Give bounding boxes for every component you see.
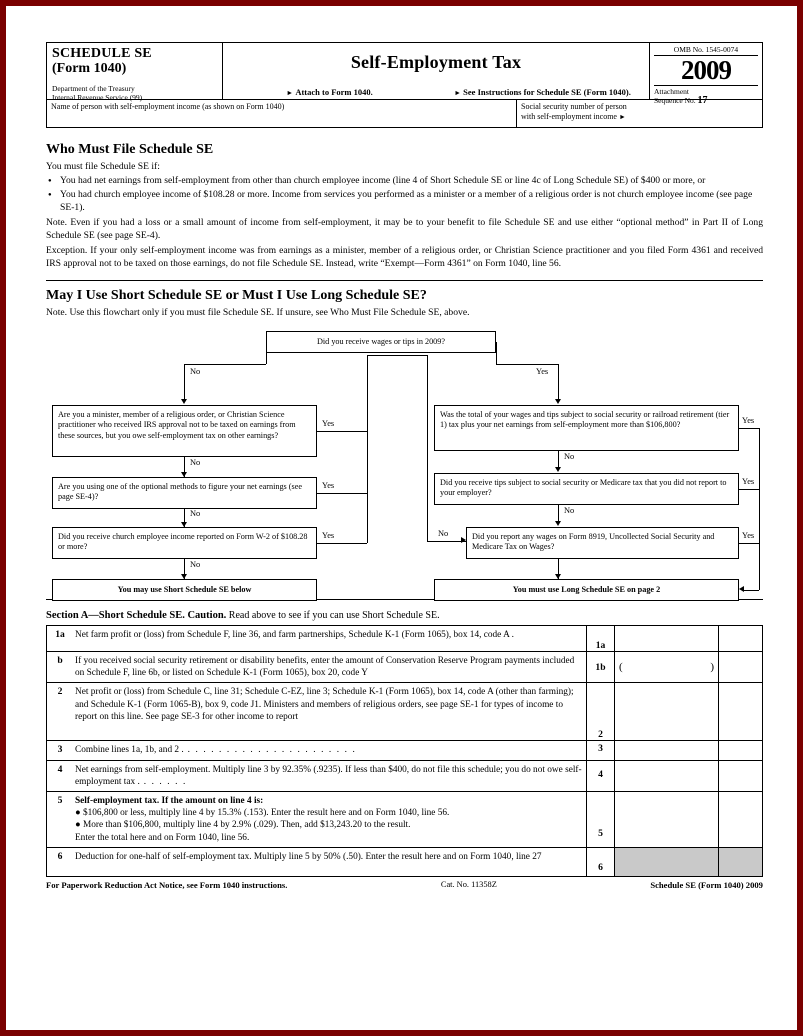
header-left — [47, 43, 223, 102]
section-a-caution: Read above to see if you can use Short Schedule SE. — [228, 609, 440, 621]
tax-year: 2009 — [681, 55, 731, 85]
cents-field[interactable] — [718, 652, 762, 682]
flow-label-yes: Yes — [742, 530, 755, 540]
flow-label-yes: Yes — [322, 418, 335, 428]
who-must-file-heading: Who Must File Schedule SE — [46, 142, 214, 157]
flow-label-no: No — [564, 505, 575, 515]
flow-result-long-box: You must use Long Schedule SE on page 2 — [434, 579, 739, 601]
cents-field[interactable] — [718, 683, 762, 740]
line-text: Net profit or (loss) from Schedule C, line 31; Schedule C-EZ, line 3; Schedule K-1 (Form 1065), box 14, code A (other than farming); and Schedule K-1 (Form 1065-B), box 9, code J1. Ministers and members of religious orders, see page SE-1 for types of income to report on this line. See page SE-3 for other income to report — [75, 687, 574, 722]
flow-right-box-2: Did you receive tips subject to social security or Medicare tax that you did not report to your employer? — [434, 473, 739, 505]
amount-field[interactable] — [614, 741, 718, 759]
sequence-label: Sequence No. — [654, 96, 696, 105]
footer-notice: For Paperwork Reduction Act Notice, see Form 1040 instructions. — [46, 879, 288, 890]
form-footer — [46, 880, 763, 890]
flow-label-yes: Yes — [742, 476, 755, 486]
line-text: Combine lines 1a, 1b, and 2 . . . . . . . . . . . . . . . . . . . . . . . — [75, 745, 357, 756]
omb-number: OMB No. 1545-0074 — [654, 45, 758, 56]
line-number: 2 — [57, 686, 63, 698]
line-ref: 2 — [586, 683, 614, 740]
flow-label-no: No — [438, 528, 449, 538]
flowchart — [46, 325, 763, 597]
flow-left-box-2: Are you using one of the optional methods to figure your net earnings (see page SE-4)? — [52, 477, 317, 509]
flow-label-yes: Yes — [536, 366, 549, 376]
name-field[interactable] — [47, 100, 517, 127]
who-must-file-exception: Exception. If your only self-employment income was from earnings as a minister, member of a religious order, or Christian Science practitioner and you filed Form 4361 and received IRS approval not to be taxed on those earnings, do not file Schedule SE. Instead, write “Exempt—Form 4361” on Form 1040, line 56. — [46, 245, 763, 269]
tax-form — [46, 42, 763, 1002]
flow-label-yes: Yes — [322, 480, 335, 490]
name-field-label: Name of person with self-employment income (as shown on Form 1040) — [51, 102, 285, 111]
who-must-file-intro: You must file Schedule SE if: — [46, 161, 160, 172]
line-number: 4 — [57, 763, 63, 775]
flow-label-no: No — [564, 451, 575, 461]
line-text: Net earnings from self-employment. Multiply line 3 by 92.35% (.9235). If less than $400, do not file this schedule; you do not owe self-employment tax . . . . . . . — [75, 764, 582, 787]
table-row — [47, 848, 762, 876]
section-a-title: Section A—Short Schedule SE. Caution. Read above to see if you can use Short Schedule SE. — [46, 609, 440, 621]
line-number: 6 — [57, 850, 63, 862]
flow-label-no: No — [190, 559, 201, 569]
line-ref: 1a — [586, 626, 614, 651]
footer-cat-no: Cat. No. 11358Z — [440, 879, 497, 889]
line-number: 3 — [57, 744, 63, 756]
attachment-sequence — [654, 85, 758, 105]
line-ref: 1b — [586, 652, 614, 682]
amount-field[interactable] — [614, 626, 718, 651]
line-ref: 4 — [586, 761, 614, 791]
amount-field[interactable] — [614, 761, 718, 791]
ssn-label-line2: with self-employment income — [521, 112, 617, 121]
flow-label-no: No — [190, 508, 201, 518]
section-a-table — [46, 625, 763, 877]
arrow-icon: ► — [286, 89, 294, 97]
flowchart-heading: May I Use Short Schedule SE or Must I Use Long Schedule SE? — [46, 287, 427, 303]
amount-field-shaded — [614, 848, 718, 876]
flow-label-no: No — [190, 366, 201, 376]
flowchart-note: Note. Use this flowchart only if you must file Schedule SE. If unsure, see Who Must File Schedule SE, above. — [46, 306, 470, 318]
header-middle — [223, 43, 650, 99]
flow-right-box-1: Was the total of your wages and tips subject to social security or railroad retirement (tier 1) tax plus your net earnings from self-employment more than $106,800? — [434, 405, 739, 451]
arrow-icon: ► — [618, 113, 626, 121]
table-row — [47, 652, 762, 683]
table-row — [47, 761, 762, 792]
flow-start-box: Did you receive wages or tips in 2009? — [266, 331, 496, 353]
table-row — [47, 792, 762, 848]
line-ref: 3 — [586, 741, 614, 759]
sequence-number: 17 — [697, 95, 708, 106]
schedule-title: SCHEDULE SE — [52, 46, 152, 61]
amount-field[interactable] — [614, 683, 718, 740]
line-number: 5 — [57, 794, 63, 806]
dept-code: (99) — [129, 92, 143, 102]
attachment-label: Attachment — [654, 87, 689, 96]
amount-field[interactable]: ( ) — [614, 652, 718, 682]
table-row — [47, 741, 762, 760]
dept-line1: Department of the Treasury — [52, 84, 135, 93]
form-title: Self-Employment Tax — [350, 52, 522, 72]
flow-result-short-box: You may use Short Schedule SE below — [52, 579, 317, 601]
document-sheet — [24, 24, 787, 1019]
line-text: Net farm profit or (loss) from Schedule F, line 36, and farm partnerships, Schedule K-1 (Form 1065), box 14, code A . — [75, 629, 514, 640]
line-number: 1a — [55, 628, 65, 640]
line-ref: 5 — [586, 792, 614, 847]
header-right — [650, 43, 762, 106]
who-must-file-note: Note. Even if you had a loss or a small amount of income from self-employment, it may be to your benefit to file Schedule SE and use either “optional method” in Part II of Long Schedule SE (see page SE-4). — [46, 217, 763, 241]
cents-field-shaded — [718, 848, 762, 876]
instructions-note: ► See Instructions for Schedule SE (Form 1040). — [454, 87, 631, 97]
who-must-file-bullets — [46, 175, 763, 214]
line-ref: 6 — [586, 848, 614, 876]
line-text: If you received social security retirement or disability benefits, enter the amount of Conservation Reserve Program payments included on Schedule F, line 6b, or listed on Schedule K-1 (Form 1065), box 20, code Y — [75, 655, 575, 679]
flow-left-box-3: Did you receive church employee income reported on Form W-2 of $108.28 or more? — [52, 527, 317, 559]
table-row — [47, 683, 762, 741]
ssn-label-line1: Social security number of person — [521, 102, 627, 111]
cents-field[interactable] — [718, 792, 762, 847]
schedule-form-number: (Form 1040) — [52, 61, 127, 76]
header-subnotes — [223, 87, 649, 97]
cents-field[interactable] — [718, 741, 762, 759]
attach-note: ► Attach to Form 1040. — [286, 87, 373, 97]
dept-line2: Internal Revenue Service — [52, 92, 128, 102]
flow-label-yes: Yes — [742, 415, 755, 425]
divider — [46, 280, 763, 281]
flow-right-box-3: Did you report any wages on Form 8919, Uncollected Social Security and Medicare Tax on Wages? — [466, 527, 739, 559]
footer-form-id: Schedule SE (Form 1040) 2009 — [650, 879, 763, 890]
line-number: b — [57, 654, 63, 666]
cents-field[interactable] — [718, 761, 762, 791]
flow-label-no: No — [190, 457, 201, 467]
flow-label-yes: Yes — [322, 530, 335, 540]
cents-field[interactable] — [718, 626, 762, 651]
arrow-icon: ► — [454, 89, 462, 97]
table-row — [47, 626, 762, 652]
line-text: Deduction for one-half of self-employment tax. Multiply line 5 by 50% (.50). Enter the result here and on Form 1040, line 27 — [75, 851, 542, 862]
list-item: ● You had church employee income of $108.28 or more. Income from services you performed as a minister or a member of a religious order is not church employee income (see page SE-1). — [46, 189, 763, 214]
amount-field[interactable] — [614, 792, 718, 847]
flow-left-box-1: Are you a minister, member of a religious order, or Christian Science practitioner who received IRS approval not to be taxed on earnings from these sources, but you owe self-employment tax on other earnings? — [52, 405, 317, 457]
form-header — [46, 42, 763, 106]
line-text: Self-employment tax. If the amount on line 4 is: ● $106,800 or less, multiply line 4 by 15.3% (.153). Enter the result here and on Form 1040, line 56. ● More than $106,800, multiply line 4 by 2.9% (.029). Then, add $13,243.20 to the result. Enter the total here and on Form 1040, line 56. — [75, 795, 450, 843]
list-item: ● You had net earnings from self-employment from other than church employee income (line 4 of Short Schedule SE or line 4c of Long Schedule SE) of $400 or more, or — [46, 175, 763, 188]
